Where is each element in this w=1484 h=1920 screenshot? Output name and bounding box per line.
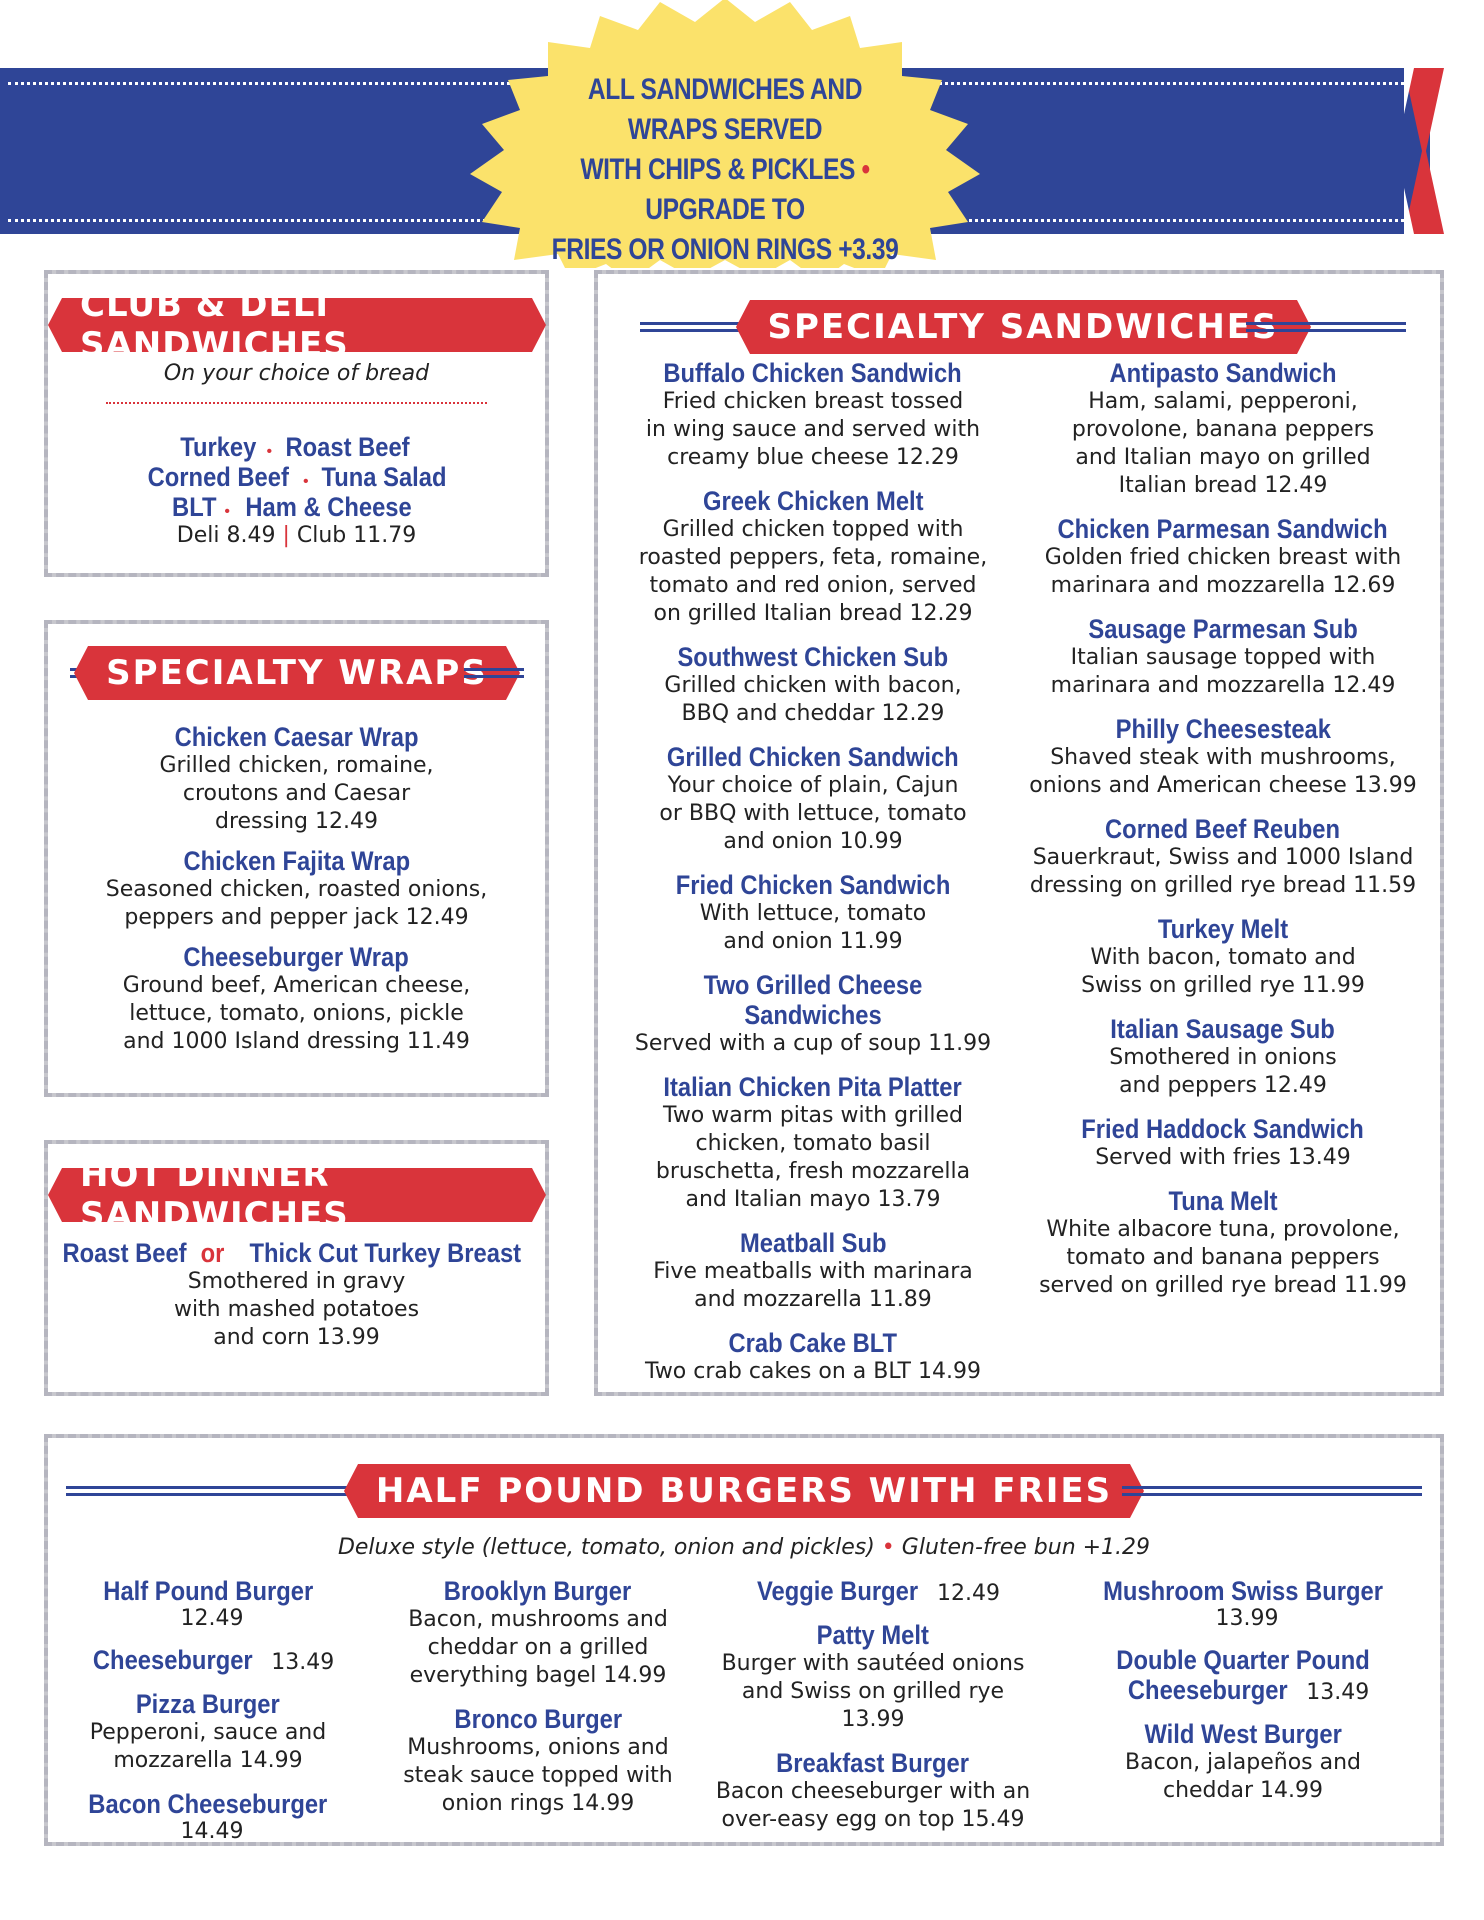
banner-line-1: ALL SANDWICHES AND WRAPS SERVED <box>587 73 863 146</box>
section-title: SPECIALTY WRAPS <box>88 646 506 700</box>
specialty-sandwiches-header <box>638 300 1408 354</box>
burgers-column-4 <box>1058 1576 1428 1805</box>
menu-item: Two Grilled Cheese Sandwiches Served with a cup of soup 11.99 <box>634 970 992 1056</box>
burgers-column-1 <box>58 1576 358 1844</box>
burgers-column-2 <box>388 1576 688 1818</box>
menu-item: Turkey Melt With bacon, tomato and Swiss on grilled rye 11.99 <box>1081 914 1365 998</box>
menu-item: Corned Beef Reuben Sauerkraut, Swiss and 1000 Island dressing on grilled rye bread 11.59 <box>1029 814 1417 898</box>
club-deli-subtitle: On your choice of bread <box>163 361 430 386</box>
dotted-divider <box>106 402 487 404</box>
burgers-box <box>44 1434 1444 1846</box>
menu-item: Sausage Parmesan Sub Italian sausage topped with marinara and mozzarella 12.49 <box>1050 614 1396 698</box>
menu-item: Cheeseburger 13.49 <box>92 1645 335 1675</box>
hot-dinner-header <box>62 1155 532 1235</box>
menu-item: Brooklyn Burger Bacon, mushrooms and cheddar on a grilled everything bagel 14.99 <box>408 1576 668 1688</box>
menu-item: Greek Chicken Melt Grilled chicken topped with roasted peppers, feta, romaine, tomato and red onion, served on grilled Italian bread 12.29 <box>638 486 988 626</box>
header-rule-right <box>1246 322 1406 332</box>
burgers-subtitle: Deluxe style (lettuce, tomato, onion and pickles) • Gluten-free bun +1.29 <box>337 1535 1151 1560</box>
menu-item: Chicken Fajita Wrap Seasoned chicken, roasted onions, peppers and pepper jack 12.49 <box>105 846 488 930</box>
menu-item: Chicken Caesar Wrap Grilled chicken, romaine, croutons and Caesar dressing 12.49 <box>159 722 434 834</box>
club-deli-row: Corned Beef • Tuna Salad <box>147 462 447 492</box>
ribbon-tail <box>1404 68 1444 234</box>
menu-item: Pizza Burger Pepperoni, sauce and mozzarella 14.99 <box>89 1689 327 1773</box>
menu-item: Fried Chicken Sandwich With lettuce, tomato and onion 11.99 <box>675 870 951 954</box>
club-deli-row: BLT • Ham & Cheese <box>172 492 413 522</box>
menu-item: Mushroom Swiss Burger13.99 <box>1103 1576 1383 1631</box>
club-deli-box <box>44 270 549 577</box>
banner-line-3: FRIES OR ONION RINGS +3.39 <box>551 233 899 266</box>
menu-item: Bacon Cheeseburger14.49 <box>88 1789 328 1844</box>
club-deli-row: Turkey • Roast Beef <box>180 432 410 462</box>
menu-item: Southwest Chicken Sub Grilled chicken with bacon, BBQ and cheddar 12.29 <box>664 642 962 726</box>
menu-item: Veggie Burger 12.49 <box>756 1576 1001 1606</box>
menu-item: Half Pound Burger12.49 <box>103 1576 313 1631</box>
section-title: CLUB & DELI SANDWICHES <box>62 298 532 352</box>
header-rule-right <box>1122 1486 1422 1496</box>
menu-item: Wild West Burger Bacon, jalapeños and cheddar 14.99 <box>1125 1719 1361 1803</box>
menu-item: Double Quarter Pound Cheeseburger 13.49 <box>1116 1645 1370 1705</box>
specialty-right-column <box>1018 358 1428 1300</box>
specialty-sandwiches-box <box>594 270 1444 1396</box>
club-deli-list <box>48 432 545 550</box>
menu-item: Chicken Parmesan Sandwich Golden fried chicken breast with marinara and mozzarella 12.69 <box>1044 514 1402 598</box>
burgers-column-3 <box>708 1576 1038 1834</box>
menu-item: Buffalo Chicken Sandwich Fried chicken breast tossed in wing sauce and served with creamy blue cheese 12.29 <box>645 358 981 470</box>
menu-item: Philly Cheesesteak Shaved steak with mushrooms, onions and American cheese 13.99 <box>1029 714 1417 798</box>
menu-item: Grilled Chicken Sandwich Your choice of plain, Cajun or BBQ with lettuce, tomato and onion 10.99 <box>659 742 967 854</box>
menu-item: Antipasto Sandwich Ham, salami, pepperoni, provolone, banana peppers and Italian mayo on grilled Italian bread 12.49 <box>1071 358 1375 498</box>
banner-callout-text <box>541 70 910 270</box>
header-rule-right <box>464 668 524 678</box>
club-deli-header <box>62 285 532 365</box>
specialty-wraps-header <box>62 646 532 700</box>
menu-item: Roast Beef or Thick Cut Turkey Breast Smothered in gravy with mashed potatoes and corn 13.99 <box>62 1238 521 1350</box>
burgers-header <box>66 1464 1422 1518</box>
menu-item: Meatball Sub Five meatballs with marinara and mozzarella 11.89 <box>653 1228 973 1312</box>
hot-dinner-box <box>44 1140 549 1396</box>
club-deli-prices: Deli 8.49 | Club 11.79 <box>176 523 417 548</box>
menu-item: Crab Cake BLT Two crab cakes on a BLT 14.99 <box>645 1328 981 1384</box>
menu-item: Italian Chicken Pita Platter Two warm pitas with grilled chicken, tomato basil bruschetta, fresh mozzarella and Italian mayo 13.79 <box>655 1072 971 1212</box>
section-title: HALF POUND BURGERS WITH FRIES <box>358 1464 1130 1518</box>
banner-line-2: WITH CHIPS & PICKLES • UPGRADE TO <box>580 153 870 226</box>
menu-item: Cheeseburger Wrap Ground beef, American cheese, lettuce, tomato, onions, pickle and 1000 Island dressing 11.49 <box>122 942 471 1054</box>
wraps-list <box>48 722 545 1056</box>
specialty-wraps-box <box>44 620 549 1097</box>
menu-item: Tuna Melt White albacore tuna, provolone, tomato and banana peppers served on grilled rye bread 11.99 <box>1039 1186 1407 1298</box>
section-title: HOT DINNER SANDWICHES <box>62 1168 532 1222</box>
menu-item: Fried Haddock Sandwich Served with fries 13.49 <box>1081 1114 1365 1170</box>
section-title: SPECIALTY SANDWICHES <box>750 300 1297 354</box>
menu-item: Patty Melt Burger with sautéed onions and Swiss on grilled rye 13.99 <box>721 1620 1025 1732</box>
menu-item: Italian Sausage Sub Smothered in onions and peppers 12.49 <box>1109 1014 1337 1098</box>
menu-item: Breakfast Burger Bacon cheeseburger with an over-easy egg on top 15.49 <box>715 1748 1031 1832</box>
menu-item: Bronco Burger Mushrooms, onions and steak sauce topped with onion rings 14.99 <box>403 1704 673 1816</box>
specialty-left-column <box>628 358 998 1386</box>
separator-dot: • <box>861 153 870 186</box>
